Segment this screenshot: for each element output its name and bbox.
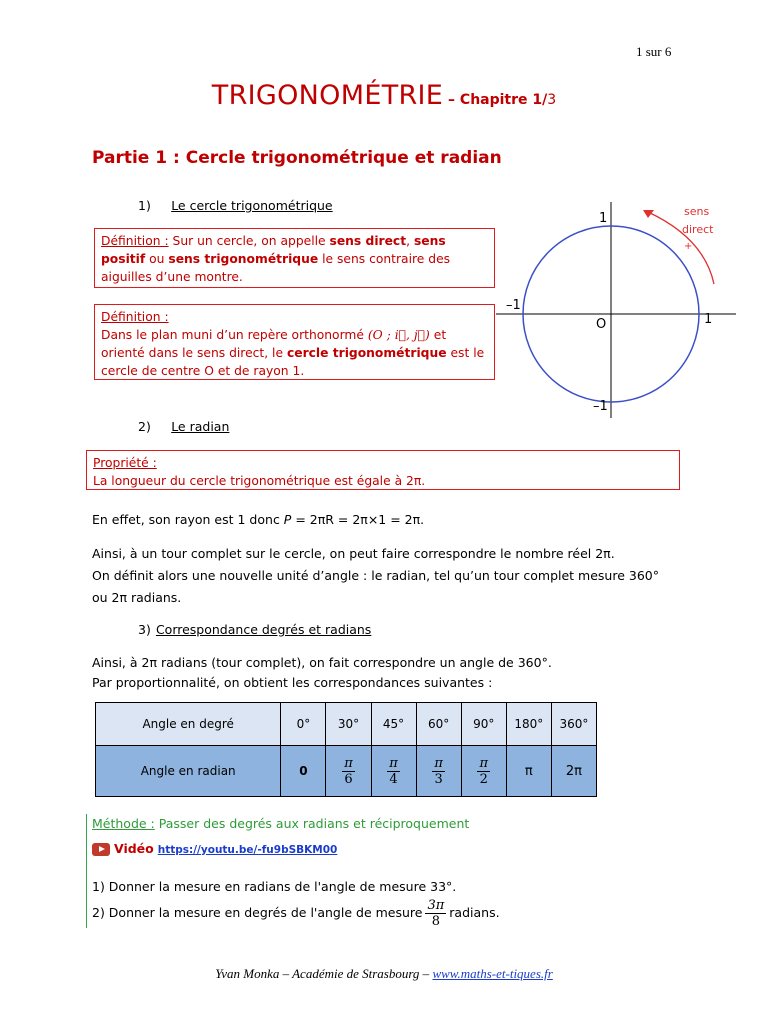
fraction: $\frac{3\pi}{8}$	[427, 897, 445, 929]
methode-heading	[92, 816, 469, 831]
fraction: $\frac{\pi}{3}$	[434, 755, 443, 787]
label-1-top: 1	[599, 211, 608, 226]
definition-2-math: (O ; i⃗, j⃗)	[367, 328, 430, 342]
title-chapter-num: 3	[547, 92, 557, 108]
definition-1-bold: sens direct	[329, 234, 407, 248]
table-cell: 2π	[551, 746, 596, 797]
definition-1-label: Définition :	[101, 234, 169, 248]
definition-2-bold: cercle trigonométrique	[286, 346, 447, 360]
paragraph-1	[92, 511, 424, 529]
paragraph-2-line: ou 2π radians.	[92, 590, 182, 605]
definition-2-label: Définition :	[101, 310, 169, 324]
paragraph-1-text: En effet, son rayon est 1 donc	[92, 512, 284, 527]
question-1: 1) Donner la mesure en radians de l'angle de mesure 33°.	[92, 879, 457, 894]
section-2-title: Le radian	[171, 419, 230, 434]
definition-1-bold: sens trigonométrique	[168, 252, 319, 266]
propriete-box	[86, 450, 680, 490]
fraction: $\frac{\pi}{2}$	[479, 755, 488, 787]
table-cell: 60°	[416, 703, 461, 746]
propriete-text: La longueur du cercle trigonométrique est égale à 2π.	[93, 474, 426, 488]
section-1-heading	[138, 195, 333, 214]
correspondence-table	[95, 702, 597, 797]
video-link[interactable]: https://youtu.be/-fu9bSBKM00	[157, 844, 338, 856]
footer-text: Yvan Monka – Académie de Strasbourg –	[215, 966, 433, 981]
paragraph-1-text: = 2πR = 2π×1 = 2π.	[291, 512, 425, 527]
question-2	[92, 894, 500, 932]
title-dash: –	[443, 92, 460, 108]
methode-text: Passer des degrés aux radians et réciproquement	[154, 816, 470, 831]
section-3-title: Correspondance degrés et radians	[155, 622, 372, 637]
propriete-label: Propriété :	[93, 456, 157, 470]
table-row-degrees	[96, 703, 597, 746]
definition-1-text: Sur un cercle, on appelle	[168, 234, 330, 248]
paragraph-2-line: On définit alors une nouvelle unité d’angle : le radian, tel qu’un tour complet mesure 360°	[92, 568, 659, 583]
paragraph-2	[92, 545, 752, 607]
label-minus1-bottom: –1	[593, 399, 608, 414]
label-plus: +	[684, 241, 693, 252]
table-cell	[461, 746, 506, 797]
table-cell	[416, 746, 461, 797]
paragraph-3	[92, 654, 752, 692]
fraction: $\frac{\pi}{4}$	[389, 755, 398, 787]
methode-rule	[86, 814, 87, 928]
youtube-play-icon[interactable]	[92, 843, 110, 856]
footer	[0, 966, 768, 982]
paragraph-3-line: Par proportionnalité, on obtient les correspondances suivantes :	[92, 675, 493, 690]
trig-circle-figure	[496, 200, 756, 420]
definition-2-text: et orienté dans le sens direct, le	[101, 328, 447, 360]
definition-1-text: ou	[145, 252, 169, 266]
video-label: Vidéo	[113, 841, 154, 856]
definition-1-text: ,	[406, 234, 414, 248]
title-chapter: Chapitre 1/	[459, 92, 548, 108]
page-title	[0, 80, 768, 111]
definition-box-2	[94, 304, 495, 380]
table-row-radians	[96, 746, 597, 797]
label-origin: O	[596, 317, 607, 332]
title-main: TRIGONOMÉTRIE	[211, 80, 444, 111]
table-cell: 90°	[461, 703, 506, 746]
fraction: $\frac{\pi}{6}$	[344, 755, 353, 787]
table-cell: 0	[281, 746, 326, 797]
definition-2-text: est le cercle de centre O et de rayon 1.	[101, 346, 485, 378]
table-cell: 45°	[371, 703, 416, 746]
definition-box-1	[94, 228, 495, 288]
section-1-number: 1)	[138, 198, 151, 213]
question-2-text: 2) Donner la mesure en degrés de l'angle de mesure	[92, 905, 423, 920]
section-3-number: 3)	[138, 622, 151, 637]
table-cell: 180°	[506, 703, 551, 746]
table-cell	[326, 746, 371, 797]
table-cell: 0°	[281, 703, 326, 746]
section-2-number: 2)	[138, 419, 151, 434]
row-label: Angle en degré	[96, 703, 281, 746]
paragraph-1-var: P	[283, 512, 292, 527]
definition-1-text: le sens contraire des aiguilles d’une montre.	[101, 252, 451, 284]
section-3-heading	[138, 619, 371, 638]
methode-label: Méthode :	[92, 816, 155, 831]
partie-heading: Partie 1 : Cercle trigonométrique et radian	[92, 148, 502, 168]
label-minus1-left: –1	[506, 298, 521, 313]
definition-1-bold: sens positif	[101, 234, 446, 266]
question-2-text: radians.	[449, 905, 500, 920]
page-number: 1 sur 6	[636, 44, 672, 59]
label-direct: direct	[682, 223, 714, 236]
video-line	[92, 841, 337, 856]
table-cell: 30°	[326, 703, 371, 746]
section-2-heading	[138, 416, 229, 435]
definition-2-text: Dans le plan muni d’un repère orthonormé	[101, 328, 368, 342]
paragraph-2-line: Ainsi, à un tour complet sur le cercle, on peut faire correspondre le nombre réel 2π.	[92, 546, 615, 561]
footer-link[interactable]: www.maths-et-tiques.fr	[432, 966, 553, 981]
label-sens: sens	[684, 205, 710, 218]
row-label: Angle en radian	[96, 746, 281, 797]
label-1-right: 1	[704, 312, 713, 327]
section-1-title: Le cercle trigonométrique	[171, 198, 333, 213]
table-cell: π	[506, 746, 551, 797]
table-cell: 360°	[551, 703, 596, 746]
table-cell	[371, 746, 416, 797]
paragraph-3-line: Ainsi, à 2π radians (tour complet), on fait correspondre un angle de 360°.	[92, 655, 552, 670]
